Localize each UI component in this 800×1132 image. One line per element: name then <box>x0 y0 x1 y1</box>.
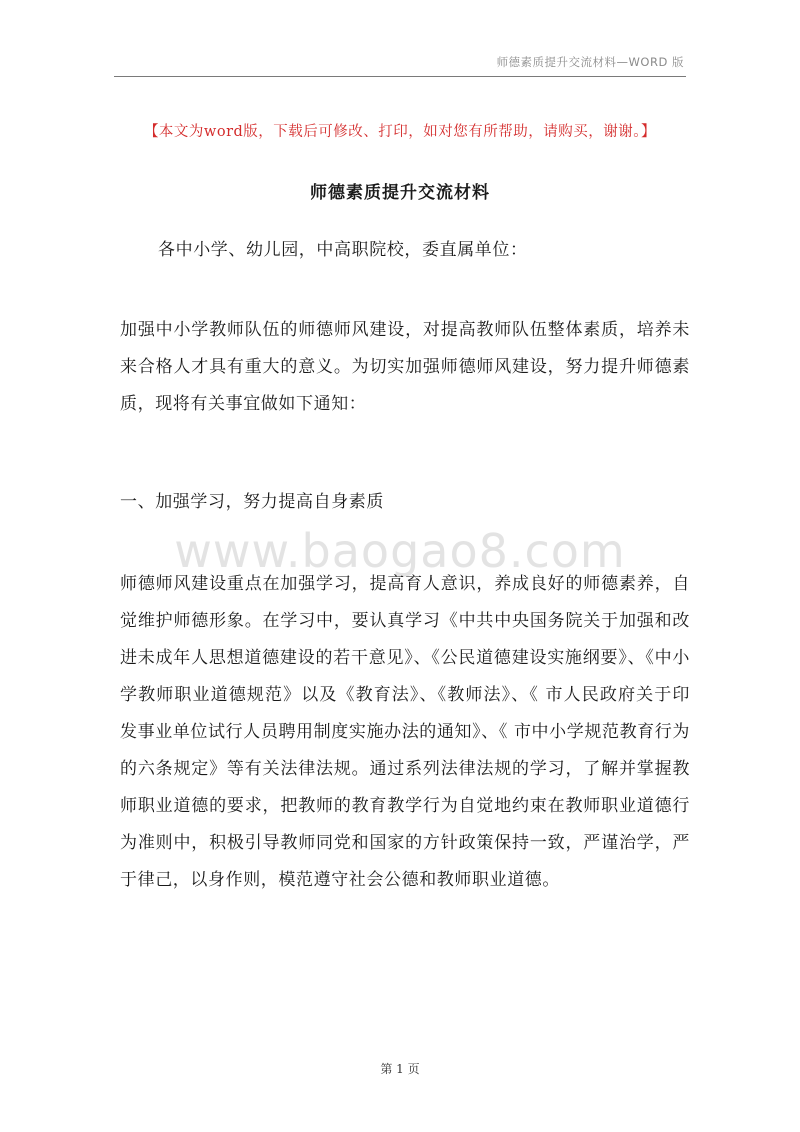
header-divider <box>114 76 686 77</box>
document-title: 师德素质提升交流材料 <box>310 183 490 203</box>
download-notice: 【本文为word版，下载后可修改、打印，如对您有所帮助，请购买，谢谢。】 <box>143 124 657 140</box>
body-paragraph-1: 加强中小学教师队伍的师德师风建设，对提高教师队伍整体素质，培养未来合格人才具有重大的意义。为切实加强师德师风建设，努力提升师德素质，现将有关事宜做如下通知： <box>120 320 690 414</box>
watermark: www.baogao8.com <box>174 524 626 578</box>
running-header: 师德素质提升交流材料—WORD 版 <box>496 55 684 69</box>
section-heading-1: 一、加强学习，努力提高自身素质 <box>120 492 384 512</box>
salutation: 各中小学、幼儿园，中高职院校，委直属单位： <box>158 240 528 260</box>
body-paragraph-2: 师德师风建设重点在加强学习，提高育人意识，养成良好的师德素养，自觉维护师德形象。在学习中，要认真学习《中共中央国务院关于加强和改进未成年人思想道德建设的若干意见》、《公民道德建设实施纲要》、《中小学教师职业道德规范》以及《教育法》、《教师法》、《 市人民政府关于印发事业单位试行人员聘用制度实施办法的通知》、《 市中小学规范教育行为的六条规定》等有关法律法规。通过系列法律法规的学习，了解并掌握教师职业道德的要求，把教师的教育教学行为自觉地约束在教师职业道德行为准则中，积极引导教师同党和国家的方针政策保持一致，严谨治学，严于律己，以身作则，模范遵守社会公德和教师职业道德。 <box>120 574 690 890</box>
page-number: 第 1 页 <box>380 1062 420 1076</box>
